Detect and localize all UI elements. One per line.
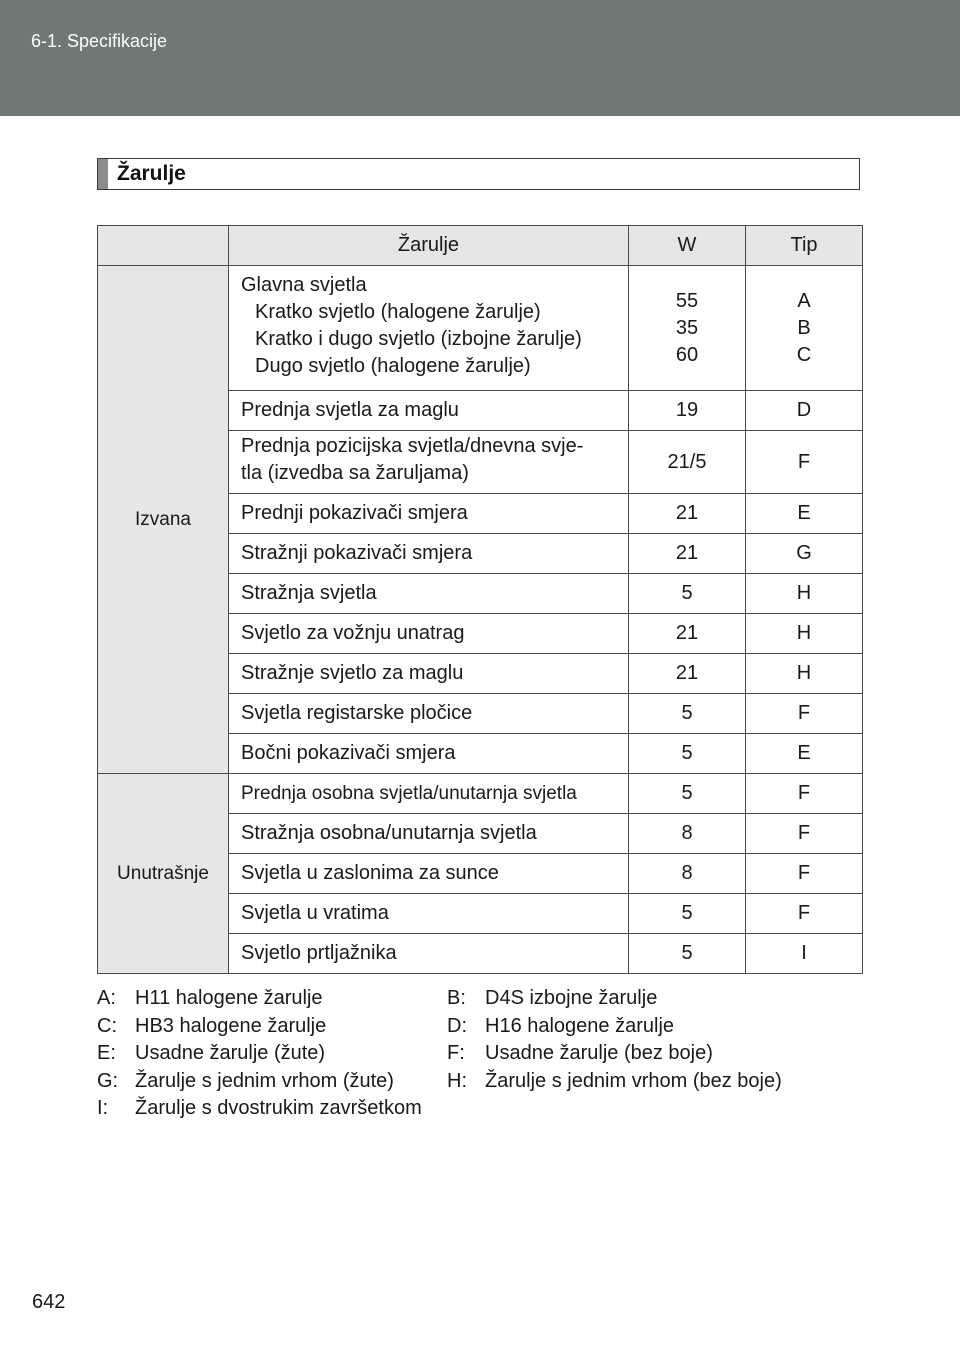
bulb-type: F bbox=[746, 854, 863, 894]
bulb-name bbox=[229, 431, 629, 494]
group-exterior: Izvana bbox=[98, 266, 229, 774]
bulb-name: Stražnja svjetla bbox=[229, 574, 629, 614]
legend-text: H11 halogene žarulje bbox=[135, 987, 323, 1009]
bulb-type: H bbox=[746, 654, 863, 694]
bulb-name: Prednja svjetla za maglu bbox=[229, 391, 629, 431]
group-interior: Unutrašnje bbox=[98, 774, 229, 974]
header-watt: W bbox=[629, 226, 746, 266]
legend-key: E: bbox=[97, 1042, 116, 1064]
bulb-type: H bbox=[746, 574, 863, 614]
header-bar bbox=[0, 0, 960, 116]
legend-key: D: bbox=[447, 1014, 467, 1037]
legend-item bbox=[97, 1068, 394, 1096]
legend-item bbox=[97, 1095, 422, 1123]
type-value: C bbox=[796, 343, 812, 366]
legend-key: H: bbox=[447, 1069, 467, 1092]
bulb-type: F bbox=[746, 894, 863, 934]
legend-text: D4S izbojne žarulje bbox=[485, 987, 658, 1009]
legend-item bbox=[447, 1068, 782, 1096]
bulb-watt: 5 bbox=[629, 734, 746, 774]
watt-value: 60 bbox=[675, 343, 699, 366]
header-group bbox=[98, 226, 229, 266]
bulb-name: Stražnje svjetlo za maglu bbox=[229, 654, 629, 694]
legend-key: G: bbox=[97, 1069, 119, 1092]
legend-item bbox=[447, 1040, 713, 1068]
bulb-watt: 5 bbox=[629, 694, 746, 734]
bulb-name: Stražnji pokazivači smjera bbox=[229, 534, 629, 574]
legend-text: Žarulje s jednim vrhom (bez boje) bbox=[485, 1069, 782, 1092]
bulb-name: Bočni pokazivači smjera bbox=[229, 734, 629, 774]
legend-text: Usadne žarulje (bez boje) bbox=[485, 1042, 713, 1064]
bulb-name: Svjetlo za vožnju unatrag bbox=[229, 614, 629, 654]
bulb-watt: 21/5 bbox=[629, 431, 746, 494]
bulb-type: I bbox=[746, 934, 863, 974]
bulb-type: F bbox=[746, 431, 863, 494]
legend-text: Žarulje s dvostrukim završetkom bbox=[135, 1097, 422, 1119]
bulb-watt: 21 bbox=[629, 614, 746, 654]
type-value: B bbox=[797, 316, 811, 339]
legend-key: A: bbox=[97, 987, 116, 1009]
page-number: 642 bbox=[32, 1291, 66, 1313]
table-row bbox=[98, 266, 863, 391]
legend-key: I: bbox=[97, 1097, 109, 1119]
bulb-name-main: Glavna svjetla bbox=[241, 274, 367, 296]
bulb-type: F bbox=[746, 774, 863, 814]
legend-item bbox=[97, 1013, 326, 1041]
legend-item bbox=[447, 985, 657, 1013]
legend-item bbox=[97, 1040, 325, 1068]
bulb-watt bbox=[629, 266, 746, 391]
bulb-watt: 5 bbox=[629, 774, 746, 814]
header-bulbs: Žarulje bbox=[229, 226, 629, 266]
bulb-watt: 5 bbox=[629, 934, 746, 974]
bulb-type: F bbox=[746, 694, 863, 734]
legend-item bbox=[97, 985, 323, 1013]
bulb-type bbox=[746, 266, 863, 391]
bulb-name: Svjetla u vratima bbox=[229, 894, 629, 934]
bulb-watt: 5 bbox=[629, 894, 746, 934]
bulb-type: E bbox=[746, 734, 863, 774]
bulb-name: Svjetlo prtljažnika bbox=[229, 934, 629, 974]
page-title: Žarulje bbox=[117, 162, 186, 185]
type-value: A bbox=[797, 289, 811, 312]
bulb-name: Svjetla registarske pločice bbox=[229, 694, 629, 734]
legend-text: Usadne žarulje (žute) bbox=[135, 1042, 326, 1064]
bulb-name-sub: Dugo svjetlo (halogene žarulje) bbox=[255, 355, 531, 377]
bulb-watt: 8 bbox=[629, 814, 746, 854]
legend-key: F: bbox=[447, 1042, 465, 1064]
legend-key: C: bbox=[97, 1014, 117, 1037]
bulb-name-line: tla (izvedba sa žaruljama) bbox=[241, 462, 469, 484]
legend-key: B: bbox=[447, 987, 466, 1009]
bulb-watt: 21 bbox=[629, 654, 746, 694]
bulb-name-sub: Kratko i dugo svjetlo (izbojne žarulje) bbox=[255, 328, 582, 350]
bulb-type: D bbox=[746, 391, 863, 431]
bulb-watt: 21 bbox=[629, 494, 746, 534]
bulb-watt: 5 bbox=[629, 574, 746, 614]
title-box bbox=[97, 158, 860, 190]
bulb-watt: 19 bbox=[629, 391, 746, 431]
legend-text: Žarulje s jednim vrhom (žute) bbox=[135, 1069, 394, 1092]
legend-item bbox=[447, 1013, 674, 1041]
bulb-type: E bbox=[746, 494, 863, 534]
bulbs-table bbox=[97, 225, 863, 974]
table-header-row bbox=[98, 226, 863, 266]
header-type: Tip bbox=[746, 226, 863, 266]
legend-text: HB3 halogene žarulje bbox=[135, 1014, 327, 1037]
bulb-watt: 8 bbox=[629, 854, 746, 894]
legend-text: H16 halogene žarulje bbox=[485, 1014, 675, 1037]
bulb-name: Prednji pokazivači smjera bbox=[229, 494, 629, 534]
bulb-type: H bbox=[746, 614, 863, 654]
bulb-name-sub: Kratko svjetlo (halogene žarulje) bbox=[255, 301, 541, 323]
bulb-name: Stražnja osobna/unutarnja svjetla bbox=[229, 814, 629, 854]
bulb-name: Prednja osobna svjetla/unutarnja svjetla bbox=[229, 774, 629, 814]
bulb-name bbox=[229, 266, 629, 391]
table-row bbox=[98, 774, 863, 814]
watt-value: 55 bbox=[675, 289, 699, 312]
bulb-type: F bbox=[746, 814, 863, 854]
title-marker bbox=[98, 159, 108, 189]
bulb-name: Svjetla u zaslonima za sunce bbox=[229, 854, 629, 894]
section-title: 6-1. Specifikacije bbox=[31, 31, 168, 51]
bulb-watt: 21 bbox=[629, 534, 746, 574]
bulb-type: G bbox=[746, 534, 863, 574]
watt-value: 35 bbox=[675, 316, 699, 339]
bulb-name-line: Prednja pozicijska svjetla/dnevna svje- bbox=[241, 435, 584, 457]
